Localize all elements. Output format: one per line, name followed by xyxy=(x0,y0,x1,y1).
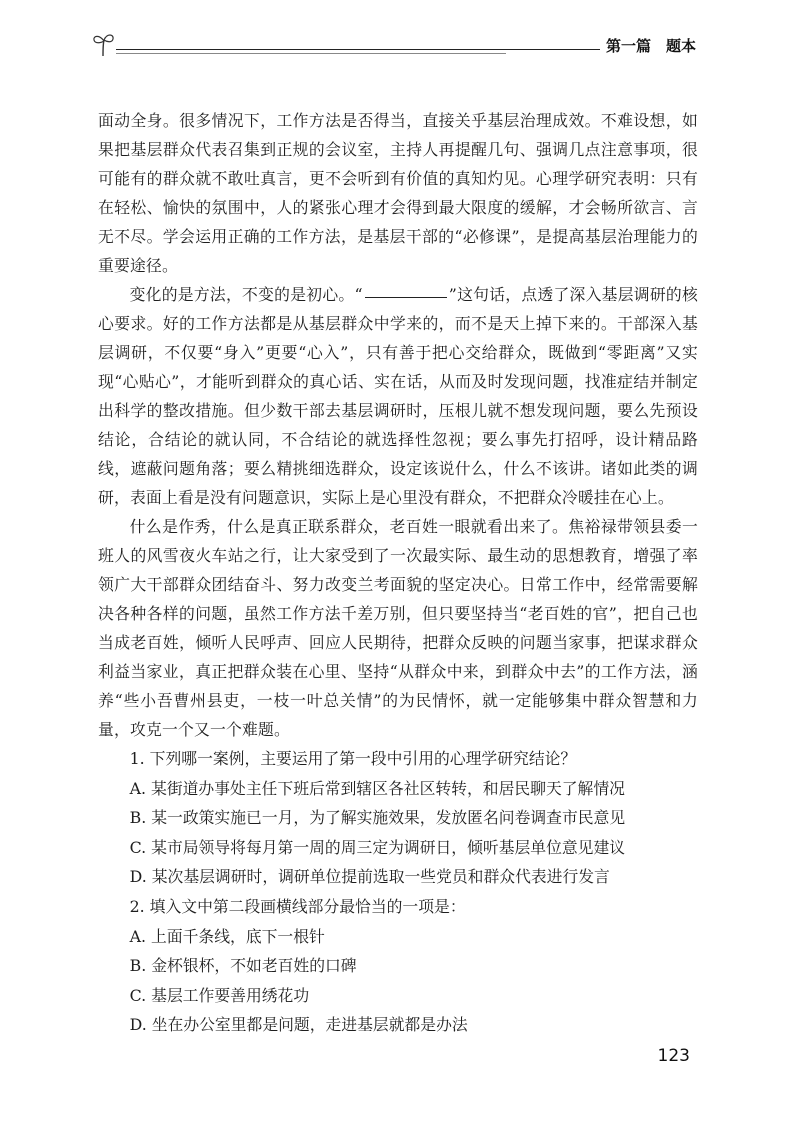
option-c: C. 基层工作要善用绣花功 xyxy=(129,985,310,1005)
question-1 xyxy=(98,744,698,892)
page-header xyxy=(90,28,696,60)
paragraph-1: 面动全身。很多情况下，工作方法是否得当，直接关乎基层治理成效。不难设想，如果把基层群众代表召集到正规的会议室，主持人再提醒几句、强调几点注意事项，很可能有的群众就不敢吐真言，更不会听到有价值的真知灼见。心理学研究表明：只有在轻松、愉快的氛围中，人的紧张心理才会得到最大限度的缓解，才会畅所欲言、言无不尽。学会运用正确的工作方法，是基层干部的“必修课”，是提高基层治理能力的重要途径。 xyxy=(98,111,698,275)
question-stem: 1. 下列哪一案例，主要运用了第一段中引用的心理学研究结论？ xyxy=(129,749,577,768)
option-a: A. 某街道办事处主任下班后常到辖区各社区转转，和居民聊天了解情况 xyxy=(129,778,625,798)
page-number: 123 xyxy=(657,1046,690,1066)
option-b: B. 某一政策实施已一月，为了解实施效果，发放匿名问卷调查市民意见 xyxy=(129,808,626,828)
paragraph-3: 什么是作秀，什么是真正联系群众，老百姓一眼就看出来了。焦裕禄带领县委一班人的风雪夜火车站之行，让大家受到了一次最实际、最生动的思想教育，增强了率领广大干部群众团结奋斗、努力改变兰考面貌的坚定决心。日常工作中，经常需要解决各种各样的问题，虽然工作方法千差万别，但只要坚持当“老百姓的官”，把自己也当成老百姓，倾听人民呼声、回应人民期待，把群众反映的问题当家事，把谋求群众利益当家业，真正把群众装在心里、坚持“从群众中来，到群众中去”的工作方法，涵养“些小吾曹州县吏，一枝一叶总关情”的为民情怀，就一定能够集中群众智慧和力量，攻克一个又一个难题。 xyxy=(98,517,698,739)
section-title: 第一篇 题本 xyxy=(605,37,696,55)
sprout-icon xyxy=(90,30,118,58)
header-rule xyxy=(116,49,600,50)
page-content xyxy=(98,106,698,1040)
option-a: A. 上面千条线，底下一根针 xyxy=(129,926,325,946)
question-stem: 2. 填入文中第二段画横线部分最恰当的一项是： xyxy=(129,896,466,916)
header-rule-secondary xyxy=(116,53,506,54)
option-b: B. 金杯银杯，不如老百姓的口碑 xyxy=(129,956,357,976)
paragraph-2-body: ”这句话，点透了深入基层调研的核心要求。好的工作方法都是从基层群众中学来的，而不是天上掉下来的。干部深入基层调研，不仅要“身入”更要“心入”，只有善于把心交给群众，既做到“零距离”又实现“心贴心”，才能听到群众的真心话、实在话，从而及时发现问题，找准症结并制定出科学的整改措施。但少数干部去基层调研时，压根儿就不想发现问题，要么先预设结论，合结论的就认同，不合结论的就选择性忽视；要么事先打招呼，设计精品路线，遮蔽问题角落；要么精挑细选群众，设定该说什么，什么不该讲。诸如此类的调研，表面上看是没有问题意识，实际上是心里没有群众，不把群众冷暖挂在心上。 xyxy=(98,285,698,507)
option-d: D. 坐在办公室里都是问题，走进基层就都是办法 xyxy=(129,1015,468,1035)
option-d: D. 某次基层调研时，调研单位提前选取一些党员和群众代表进行发言 xyxy=(129,867,610,887)
option-c: C. 某市局领导将每月第一周的周三定为调研日，倾听基层单位意见建议 xyxy=(129,837,626,857)
paragraph-2 xyxy=(98,280,698,512)
question-2 xyxy=(98,892,698,1040)
paragraph-2-lead: 变化的是方法，不变的是初心。“ xyxy=(129,285,363,304)
fill-in-blank xyxy=(365,297,447,298)
